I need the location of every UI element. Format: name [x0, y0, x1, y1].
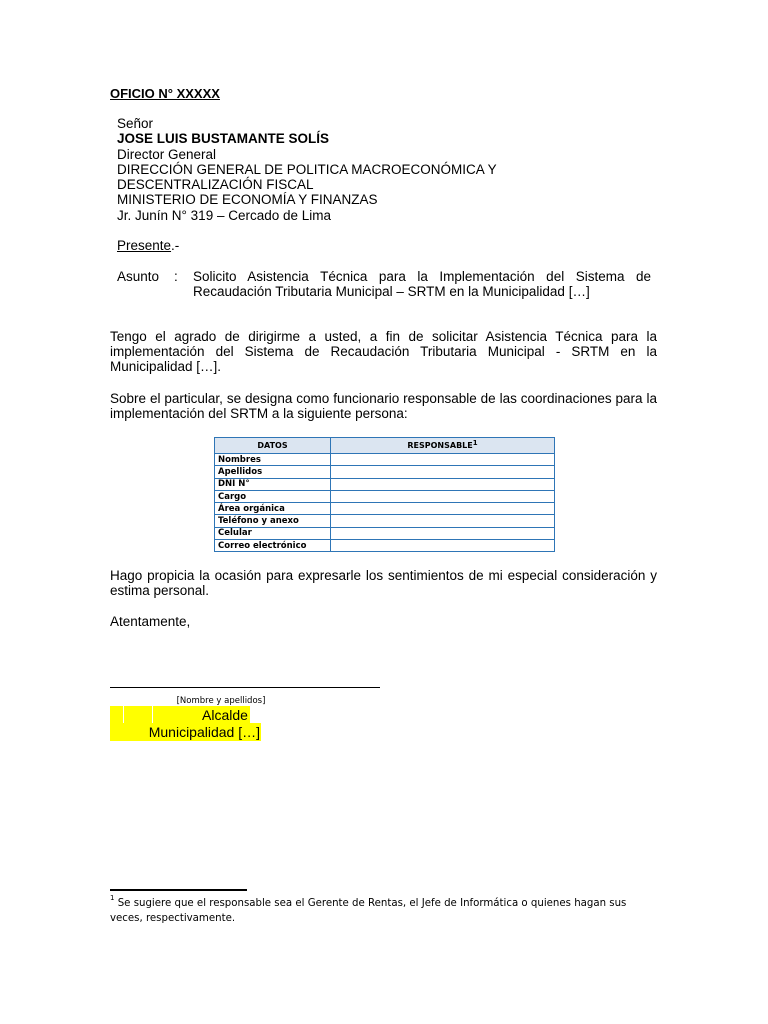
table-row — [215, 540, 555, 552]
table-row — [215, 515, 555, 527]
footnote-mark: 1 — [110, 894, 115, 902]
table-cell-value — [331, 478, 555, 490]
recipient-dept-line2: DESCENTRALIZACIÓN FISCAL — [117, 177, 314, 193]
table-row — [215, 466, 555, 478]
table-cell-value — [331, 503, 555, 515]
table-row-label: Celular — [215, 527, 331, 539]
table-header-responsable — [331, 438, 555, 454]
paragraph-intro: Tengo el agrado de dirigirme a usted, a fin de solicitar Asistencia Técnica para la implementación del Sistema de Recaudación Tributaria Municipal - SRTM en la Municipalidad […]. — [110, 329, 657, 374]
table-row-label: DNI N° — [215, 478, 331, 490]
table-cell-value — [331, 540, 555, 552]
recipient-dept-line1: DIRECCIÓN GENERAL DE POLITICA MACROECONÓMICA Y — [117, 161, 497, 177]
recipient-ministry: MINISTERIO DE ECONOMÍA Y FINANZAS — [117, 192, 378, 208]
table-header-datos: DATOS — [215, 438, 331, 454]
signature-municipality: Municipalidad […] — [148, 724, 260, 740]
footnote-ref: 1 — [472, 438, 478, 447]
recipient-position: Director General — [117, 146, 217, 162]
table-header-row — [215, 438, 555, 454]
table-row-label: Cargo — [215, 490, 331, 502]
paragraph-designation: Sobre el particular, se designa como funcionario responsable de las coordinaciones para la implementación del SRTM a la siguiente persona: — [110, 391, 657, 421]
asunto-colon: : — [174, 269, 178, 284]
recipient-address: Jr. Junín N° 319 – Cercado de Lima — [117, 207, 332, 223]
footnote-separator — [110, 889, 247, 891]
signature-title: Alcalde — [202, 707, 248, 723]
table-row-label: Área orgánica — [215, 503, 331, 515]
table-row — [215, 503, 555, 515]
table-row — [215, 478, 555, 490]
recipient-name: JOSE LUIS BUSTAMANTE SOLÍS — [117, 131, 330, 147]
table-row-label: Apellidos — [215, 466, 331, 478]
signature-line — [110, 687, 380, 688]
table-cell-value — [331, 527, 555, 539]
presente-suffix: .- — [171, 238, 180, 253]
document-heading: OFICIO N° XXXXX — [110, 86, 220, 101]
table-row — [215, 527, 555, 539]
table-row-label: Nombres — [215, 454, 331, 466]
paragraph-closing-remarks: Hago propicia la ocasión para expresarle los sentimientos de mi especial consideración y estima personal. — [110, 568, 657, 598]
table-row — [215, 454, 555, 466]
table-cell-value — [331, 466, 555, 478]
signature-name-placeholder: [Nombre y apellidos] — [176, 696, 266, 706]
footnote-text: Se sugiere que el responsable sea el Gerente de Rentas, el Jefe de Informática o quienes hagan sus veces, respectivamente. — [110, 898, 627, 924]
presente-word: Presente — [117, 238, 172, 253]
table-cell-value — [331, 515, 555, 527]
presente-line — [117, 238, 179, 253]
table-row-label: Teléfono y anexo — [215, 515, 331, 527]
table-row-label: Correo electrónico — [215, 540, 331, 552]
footnote — [110, 896, 657, 926]
salutation: Señor — [117, 116, 154, 131]
table-cell-value — [331, 454, 555, 466]
asunto-label: Asunto — [117, 269, 160, 284]
closing-phrase: Atentamente, — [110, 614, 191, 629]
table-row — [215, 490, 555, 502]
table-header-responsable-label: RESPONSABLE — [407, 440, 473, 450]
asunto-text: Solicito Asistencia Técnica para la Implementación del Sistema de Recaudación Tributaria Municipal – SRTM en la Municipalidad […] — [193, 269, 651, 299]
responsible-data-table — [214, 437, 555, 552]
table-cell-value — [331, 490, 555, 502]
recipient-block — [117, 116, 497, 223]
